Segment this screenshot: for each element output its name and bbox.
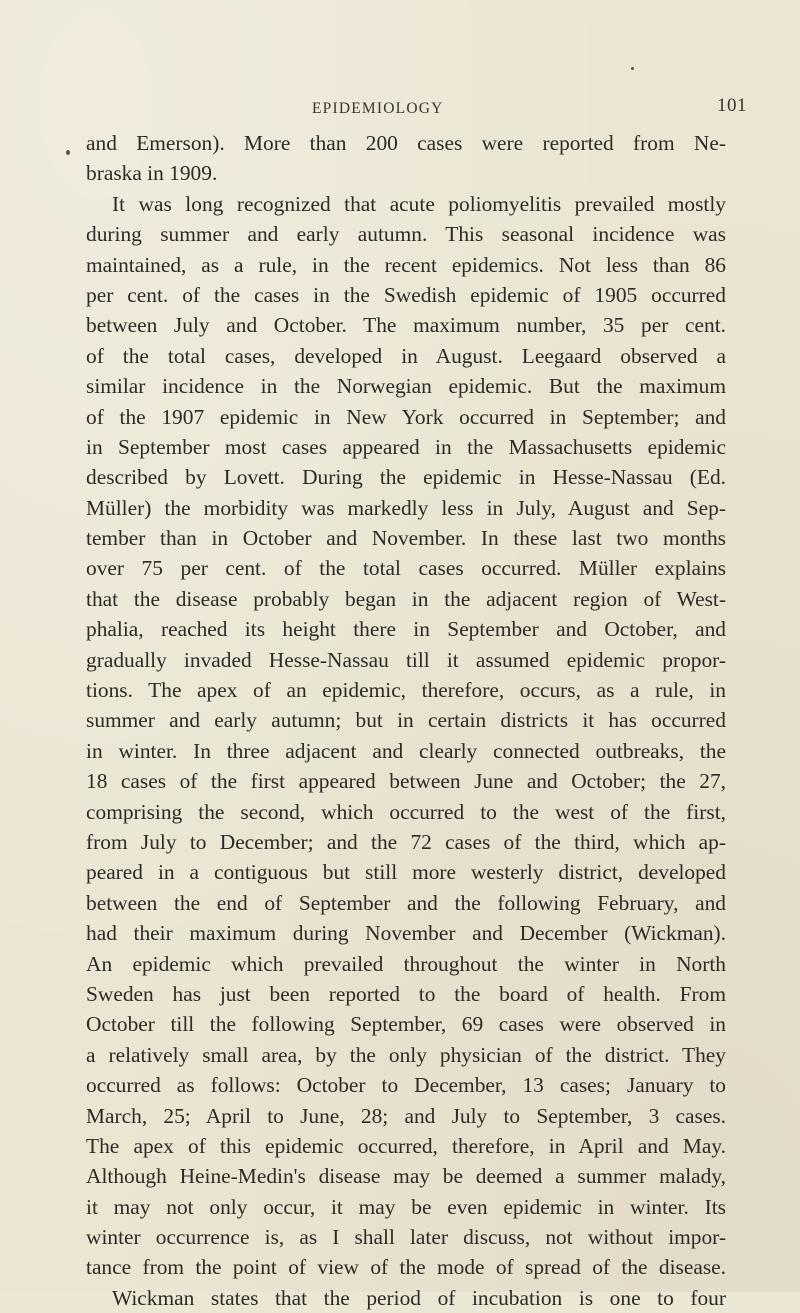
- text-line: phalia, reached its height there in September and October, and: [86, 617, 726, 642]
- text-line: a relatively small area, by the only physician of the district. They: [86, 1042, 726, 1067]
- text-line: 18 cases of the first appeared between June and October; the 27,: [86, 769, 726, 794]
- text-line: tember than in October and November. In these last two months: [86, 526, 726, 551]
- page-number: 101: [717, 95, 747, 116]
- text-line: It was long recognized that acute poliomyelitis prevailed mostly: [112, 191, 726, 216]
- text-line: in September most cases appeared in the Massachusetts epidemic: [86, 434, 726, 459]
- print-speck: [66, 150, 70, 155]
- text-line: tions. The apex of an epidemic, therefore, occurs, as a rule, in: [86, 678, 726, 703]
- running-head: [0, 92, 800, 122]
- text-line: had their maximum during November and December (Wickman).: [86, 921, 726, 946]
- text-line: and Emerson). More than 200 cases were reported from Ne-: [86, 131, 726, 155]
- text-line: per cent. of the cases in the Swedish epidemic of 1905 occurred: [86, 282, 726, 307]
- text-line: The apex of this epidemic occurred, therefore, in April and May.: [86, 1133, 726, 1158]
- text-line: of the total cases, developed in August. Leegaard observed a: [86, 343, 726, 368]
- text-line: similar incidence in the Norwegian epidemic. But the maximum: [86, 374, 726, 399]
- text-line: Wickman states that the period of incubation is one to four: [112, 1285, 726, 1310]
- text-line: October till the following September, 69 cases were observed in: [86, 1012, 726, 1037]
- text-line: Sweden has just been reported to the board of health. From: [86, 981, 726, 1006]
- text-line: maintained, as a rule, in the recent epidemics. Not less than 86: [86, 252, 726, 277]
- text-line: Although Heine-Medin's disease may be deemed a summer malady,: [86, 1164, 726, 1189]
- text-line: summer and early autumn; but in certain districts it has occurred: [86, 708, 726, 733]
- text-line: from July to December; and the 72 cases of the third, which ap-: [86, 829, 726, 854]
- text-line: during summer and early autumn. This seasonal incidence was: [86, 222, 726, 247]
- text-line: occurred as follows: October to December, 13 cases; January to: [86, 1073, 726, 1098]
- print-speck: [631, 67, 634, 70]
- text-line: gradually invaded Hesse-Nassau till it assumed epidemic propor-: [86, 647, 726, 672]
- text-line: of the 1907 epidemic in New York occurred in September; and: [86, 404, 726, 429]
- text-line: braska in 1909.: [86, 161, 218, 186]
- text-line: Müller) the morbidity was markedly less in July, August and Sep-: [86, 495, 726, 520]
- text-line: between July and October. The maximum number, 35 per cent.: [86, 313, 726, 338]
- body-text: [86, 128, 726, 1313]
- text-line: winter occurrence is, as I shall later discuss, not without impor-: [86, 1225, 726, 1250]
- text-line: that the disease probably began in the adjacent region of West-: [86, 586, 726, 611]
- text-line: over 75 per cent. of the total cases occurred. Müller explains: [86, 556, 726, 581]
- text-line: it may not only occur, it may be even epidemic in winter. Its: [86, 1194, 726, 1219]
- running-title: EPIDEMIOLOGY: [312, 100, 444, 117]
- text-line: comprising the second, which occurred to the west of the first,: [86, 799, 726, 824]
- text-line: peared in a contiguous but still more westerly district, developed: [86, 860, 726, 885]
- text-line: between the end of September and the following February, and: [86, 890, 726, 915]
- text-line: tance from the point of view of the mode of spread of the disease.: [86, 1255, 726, 1280]
- text-line: March, 25; April to June, 28; and July to September, 3 cases.: [86, 1103, 726, 1128]
- text-line: in winter. In three adjacent and clearly connected outbreaks, the: [86, 738, 726, 763]
- text-line: described by Lovett. During the epidemic in Hesse-Nassau (Ed.: [86, 465, 726, 490]
- text-line: An epidemic which prevailed throughout the winter in North: [86, 951, 726, 976]
